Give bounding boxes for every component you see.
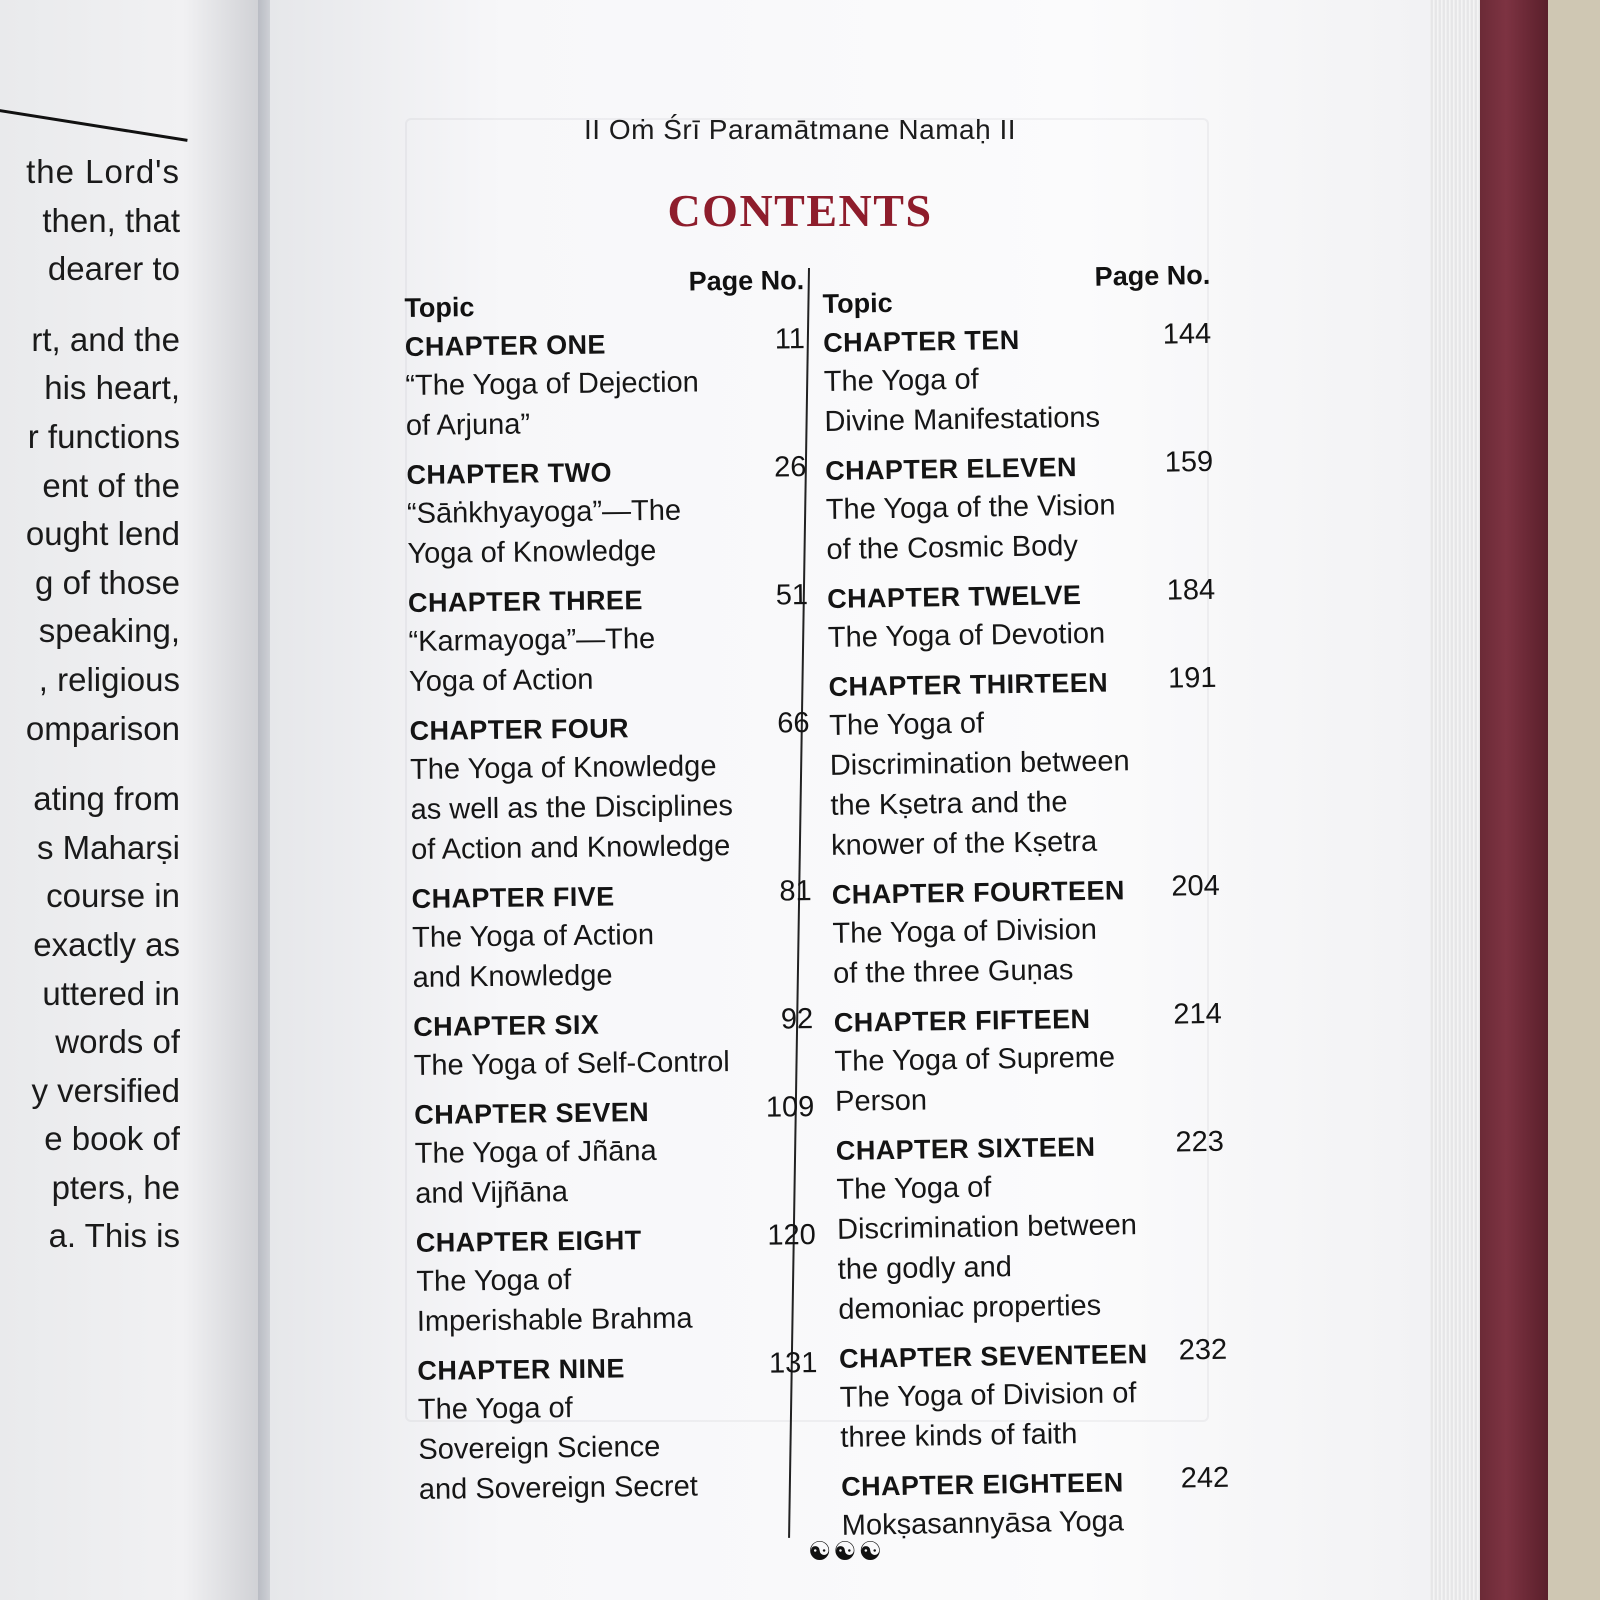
- footer-ornament-icon: ☯☯☯: [808, 1536, 884, 1566]
- chapter-page-number: 81: [779, 875, 812, 908]
- chapter-page-number: 204: [1171, 869, 1221, 903]
- chapter-row: [406, 451, 806, 494]
- contents-entry: [406, 451, 807, 574]
- chapter-title: The Yoga of Discrimination between the godly and demoniac properties: [836, 1171, 1138, 1326]
- left-page-line: speaking,: [38, 612, 180, 650]
- left-page-line: , religious: [38, 660, 180, 698]
- contents-title: CONTENTS: [667, 185, 933, 236]
- chapter-page-number: 11: [774, 323, 806, 356]
- chapter-page-number: 184: [1166, 573, 1216, 607]
- chapter-heading: CHAPTER ELEVEN: [824, 452, 1078, 486]
- contents-entry: [413, 1003, 814, 1086]
- contents-entry: [828, 662, 1219, 866]
- chapter-row: [828, 662, 1217, 706]
- left-page-line: pters, he: [51, 1168, 180, 1206]
- chapter-title: The Yoga of Imperishable Brahma: [416, 1264, 693, 1338]
- left-page-text: [0, 148, 180, 1261]
- invocation-line: II Oṁ Śrī Paramātmane Namaḥ II: [583, 114, 1017, 145]
- chapter-row: [823, 318, 1212, 362]
- left-page-line: ating from: [33, 780, 180, 818]
- chapter-row: [417, 1347, 817, 1390]
- contents-entry: [408, 579, 809, 702]
- chapter-title: The Yoga of Divine Manifestations: [823, 363, 1101, 438]
- chapter-title: The Yoga of Division of the three Guṇas: [832, 913, 1098, 990]
- chapter-heading: CHAPTER SEVEN: [414, 1097, 650, 1130]
- contents-column-left: [404, 265, 819, 1520]
- left-page-line: uttered in: [42, 974, 180, 1012]
- chapter-heading: CHAPTER SIXTEEN: [835, 1131, 1096, 1166]
- chapter-heading: CHAPTER TWELVE: [826, 579, 1082, 614]
- column-header: [822, 260, 1211, 324]
- contents-entry: [414, 1091, 815, 1214]
- chapter-page-number: 26: [773, 451, 807, 484]
- column-header: [404, 265, 805, 328]
- chapter-row: [825, 446, 1214, 490]
- contents-entry: [836, 1126, 1227, 1330]
- contents-entry: [823, 318, 1213, 442]
- page-no-label: Page No.: [688, 265, 805, 297]
- right-entries: [823, 318, 1230, 1546]
- contents-column-right: [822, 260, 1230, 1556]
- chapter-title: The Yoga of Self-Control: [413, 1046, 730, 1082]
- left-page-line: r functions: [27, 417, 180, 455]
- chapter-page-number: 51: [775, 579, 809, 612]
- chapter-page-number: 242: [1180, 1461, 1230, 1495]
- chapter-row: [827, 574, 1216, 618]
- left-page-line: y versified: [31, 1071, 180, 1109]
- chapter-row: [405, 323, 805, 366]
- chapter-page-number: 214: [1173, 997, 1223, 1031]
- chapter-row: [832, 870, 1221, 914]
- chapter-title: The Yoga of the Vision of the Cosmic Body: [825, 489, 1116, 566]
- chapter-title: Mokṣasannyāsa Yoga: [841, 1505, 1125, 1542]
- chapter-heading: CHAPTER THIRTEEN: [828, 667, 1109, 702]
- contents-entry: [825, 446, 1215, 570]
- chapter-page-number: 131: [768, 1347, 818, 1380]
- chapter-title: The Yoga of Supreme Person: [834, 1041, 1116, 1118]
- chapter-page-number: 120: [767, 1219, 817, 1252]
- chapter-title: The Yoga of Sovereign Science and Sovereign Secret: [417, 1392, 698, 1506]
- table-surface: [1548, 0, 1600, 1600]
- left-page-line: then, that: [42, 201, 180, 239]
- left-page-line: g of those: [35, 563, 180, 601]
- page-no-label: Page No.: [1094, 259, 1211, 292]
- chapter-title: The Yoga of Knowledge as well as the Disciplines of Action and Knowledge: [409, 750, 734, 866]
- chapter-page-number: 223: [1175, 1125, 1225, 1159]
- left-page-line: s Maharṣi: [36, 828, 180, 866]
- paragraph-gap: [0, 753, 180, 775]
- chapter-row: [413, 1003, 813, 1046]
- chapter-heading: CHAPTER EIGHTEEN: [840, 1467, 1124, 1502]
- chapter-heading: CHAPTER ONE: [404, 329, 607, 362]
- contents-entry: [405, 323, 806, 446]
- chapter-title: The Yoga of Discrimination between the Kṣetra and the knower of the Kṣetra: [828, 707, 1130, 862]
- contents-entry: [417, 1347, 819, 1510]
- chapter-heading: CHAPTER FIFTEEN: [833, 1003, 1091, 1038]
- contents-entry: [832, 870, 1222, 994]
- chapter-row: [411, 875, 811, 918]
- contents-entry: [839, 1334, 1229, 1458]
- chapter-row: [416, 1219, 816, 1262]
- left-page-line: the Lord's: [26, 153, 180, 190]
- left-page-line: words of: [55, 1023, 180, 1061]
- paragraph-gap: [0, 294, 180, 316]
- left-page-line: ought lend: [25, 515, 180, 553]
- chapter-title: The Yoga of Devotion: [827, 617, 1106, 654]
- contents-entry: [409, 707, 811, 870]
- left-page-line: course in: [46, 877, 180, 915]
- chapter-title: “The Yoga of Dejection of Arjuna”: [405, 366, 700, 442]
- contents-entry: [834, 998, 1224, 1122]
- chapter-page-number: 159: [1164, 445, 1214, 479]
- chapter-page-number: 144: [1162, 317, 1212, 351]
- chapter-title: The Yoga of Division of three kinds of faith: [839, 1377, 1137, 1454]
- chapter-heading: CHAPTER EIGHT: [415, 1225, 642, 1258]
- chapter-heading: CHAPTER TEN: [822, 324, 1020, 358]
- chapter-row: [409, 707, 809, 750]
- chapter-page-number: 109: [765, 1091, 815, 1124]
- chapter-heading: CHAPTER FOUR: [409, 713, 630, 746]
- chapter-title: “Sāṅkhyayoga”—The Yoga of Knowledge: [406, 494, 682, 570]
- contents-entry: [411, 875, 812, 998]
- chapter-heading: CHAPTER FOURTEEN: [831, 875, 1125, 910]
- chapter-row: [839, 1334, 1228, 1378]
- chapter-page-number: 92: [780, 1003, 814, 1036]
- left-page-line: ent of the: [42, 466, 180, 504]
- left-page-line: his heart,: [44, 369, 180, 407]
- chapter-heading: CHAPTER TWO: [406, 457, 613, 490]
- chapter-row: [834, 998, 1223, 1042]
- left-page-line: rt, and the: [31, 320, 180, 358]
- page-edges: [1430, 0, 1480, 1600]
- left-page-line: e book of: [44, 1120, 180, 1158]
- topic-label: Topic: [822, 287, 893, 319]
- chapter-page-number: 191: [1167, 661, 1217, 695]
- left-page: [0, 0, 262, 1600]
- left-page-line: dearer to: [47, 250, 180, 288]
- chapter-title: The Yoga of Jñāna and Vijñāna: [414, 1134, 657, 1210]
- left-page-line: exactly as: [33, 925, 180, 963]
- contents-entry: [416, 1219, 817, 1342]
- chapter-row: [841, 1462, 1230, 1506]
- left-entries: [405, 323, 819, 1510]
- contents-entry: [841, 1462, 1230, 1546]
- left-page-line: a. This is: [48, 1217, 180, 1255]
- chapter-title: The Yoga of Action and Knowledge: [411, 918, 655, 994]
- chapter-heading: CHAPTER THREE: [407, 585, 643, 618]
- chapter-row: [836, 1126, 1225, 1170]
- section-rule: [0, 106, 188, 142]
- chapter-row: [414, 1091, 814, 1134]
- chapter-heading: CHAPTER SEVENTEEN: [838, 1339, 1148, 1374]
- book-cover: [1478, 0, 1548, 1600]
- chapter-heading: CHAPTER SIX: [413, 1009, 600, 1042]
- chapter-heading: CHAPTER NINE: [417, 1353, 625, 1386]
- chapter-page-number: 232: [1178, 1333, 1228, 1367]
- chapter-heading: CHAPTER FIVE: [411, 881, 615, 914]
- left-page-line: omparison: [25, 709, 180, 747]
- contents-entry: [827, 574, 1216, 658]
- chapter-row: [408, 579, 808, 622]
- topic-label: Topic: [404, 292, 475, 323]
- chapter-page-number: 66: [777, 707, 810, 740]
- chapter-title: “Karmayoga”—The Yoga of Action: [408, 622, 656, 698]
